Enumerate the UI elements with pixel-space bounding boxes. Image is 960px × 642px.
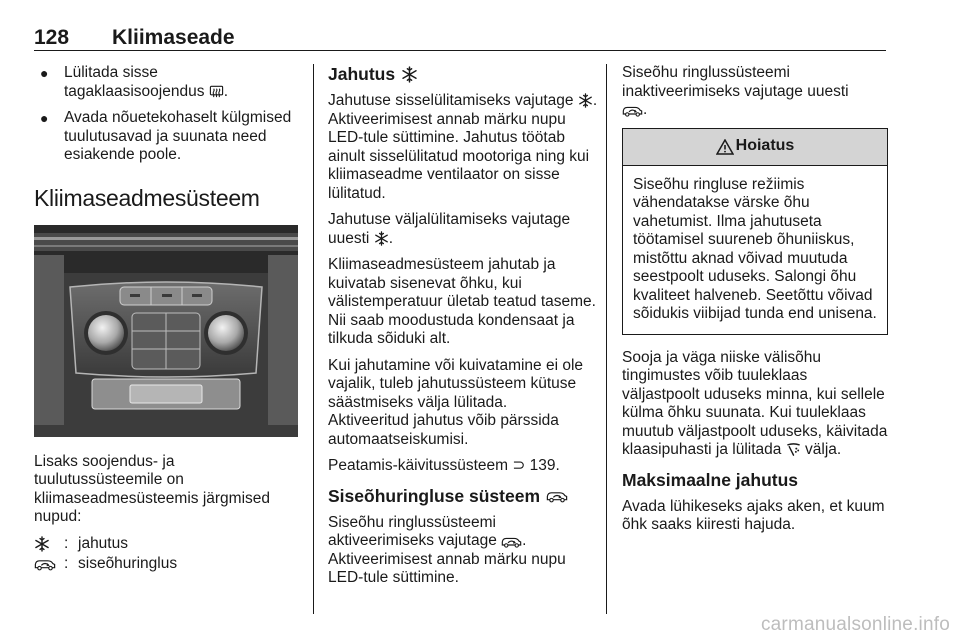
column-2 [328, 64, 598, 596]
section-title: Kliimaseadmesüsteem [34, 184, 260, 211]
paragraph: Sooja ja väga niiske välisõhu tingimustes võib tuuleklaas väljastpoolt uduseks minna, kui sellele külma õhku suunata. Kui tuuleklaas muutub väljastpoolt uduseks, käivitada klaasipuhasti ja lülitada välja. [622, 348, 888, 458]
recirculation-icon [622, 104, 643, 117]
snowflake-icon [374, 231, 389, 246]
warning-text: Siseõhu ringluse režiimis vähendatakse värske õhu vahetumist. Ilma jahutuseta töötamisel suureneb õhuniiskus, mistõttu aknad võivad muutuda seestpoolt uduseks. Salongi õhu kvaliteet halveneb. Seetõttu võivad sõidukis viibijad tunda end unisena. [633, 175, 877, 322]
bullet-dot: ● [40, 65, 49, 81]
warning-title: Hoiatus [735, 137, 795, 155]
paragraph: Kui jahutamine või kuivatamine ei ole vajalik, tuleb jahutussüsteem kütuse säästmiseks välja lülitada. [328, 356, 584, 411]
column-3 [622, 64, 888, 543]
recirculation-heading: Siseõhuringluse süsteem [328, 486, 598, 506]
legend-row-cooling: : jahutus [34, 535, 304, 554]
snowflake-icon [34, 536, 64, 552]
column-divider [606, 64, 607, 614]
legend-row-recirculation: : siseõhuringlus [34, 555, 304, 574]
paragraph: Avada lühikeseks ajaks aken, et kuum õhk saaks kiiresti hajuda. [622, 497, 885, 533]
column-divider [313, 64, 314, 614]
page-header [34, 24, 886, 51]
paragraph: Siseõhu ringlussüsteemi aktiveerimiseks vajutage . Aktiveerimisest annab märku nupu LED-tule süttimine. [328, 513, 566, 586]
watermark: carmanualsonline.info [760, 614, 950, 635]
recirculation-icon [34, 557, 64, 571]
windshield-wiper-icon [786, 442, 801, 457]
warning-triangle-icon [716, 139, 734, 155]
paragraph: Jahutuse sisselülitamiseks vajutage . Aktiveerimisest annab märku nupu LED-tule süttimine. Jahutus töötab ainult sisselülitatud mootoriga ning kui kliimaseadme ventilaator on sisse lülitatud. [328, 92, 598, 202]
paragraph: Kliimaseadmesüsteem jahutab ja kuivatab sisenevat õhku, kui välistemperatuur ületab teatud taseme. Nii saab moodustuda kondensaat ja tilkuda sõiduki alt. [328, 256, 596, 347]
snowflake-icon [578, 93, 593, 108]
warning-header [623, 129, 887, 166]
snowflake-icon [401, 66, 418, 83]
bullet-dot: ● [40, 110, 49, 126]
bullet-item: ● Lülitada sisse tagaklaasisoojendus . [40, 64, 229, 100]
column-1 [34, 64, 304, 576]
paragraph: Siseõhu ringlussüsteemi inaktiveerimiseks vajutage uuesti . [622, 64, 849, 118]
page-title: Kliimaseade [112, 26, 235, 49]
page-reference-link[interactable]: 139. [529, 457, 560, 474]
intro-paragraph: Lisaks soojendus- ja tuulutussüsteemile on kliimaseadmesüsteemis järgmised nupud: [34, 452, 271, 525]
recirculation-icon [501, 535, 522, 548]
cooling-heading: Jahutus [328, 64, 598, 84]
page-number: 128 [34, 26, 70, 49]
paragraph: Aktiveeritud jahutus võib pärssida automaatseiskumisi. [328, 412, 559, 448]
cross-reference: Peatamis-käivitussüsteem ⊃ 139. [328, 457, 560, 474]
rear-window-heating-icon [209, 84, 224, 99]
reference-arrow-icon: ⊃ [512, 457, 526, 474]
warning-box [622, 128, 888, 335]
climate-control-panel-image [34, 225, 298, 437]
bullet-item: ● Avada nõuetekohaselt külgmised tuulutusavad ja suunata need esiakende poole. [40, 109, 292, 163]
max-cooling-heading: Maksimaalne jahutus [622, 469, 799, 490]
recirculation-icon [546, 489, 568, 503]
paragraph: Jahutuse väljalülitamiseks vajutage uuesti . [328, 211, 571, 247]
